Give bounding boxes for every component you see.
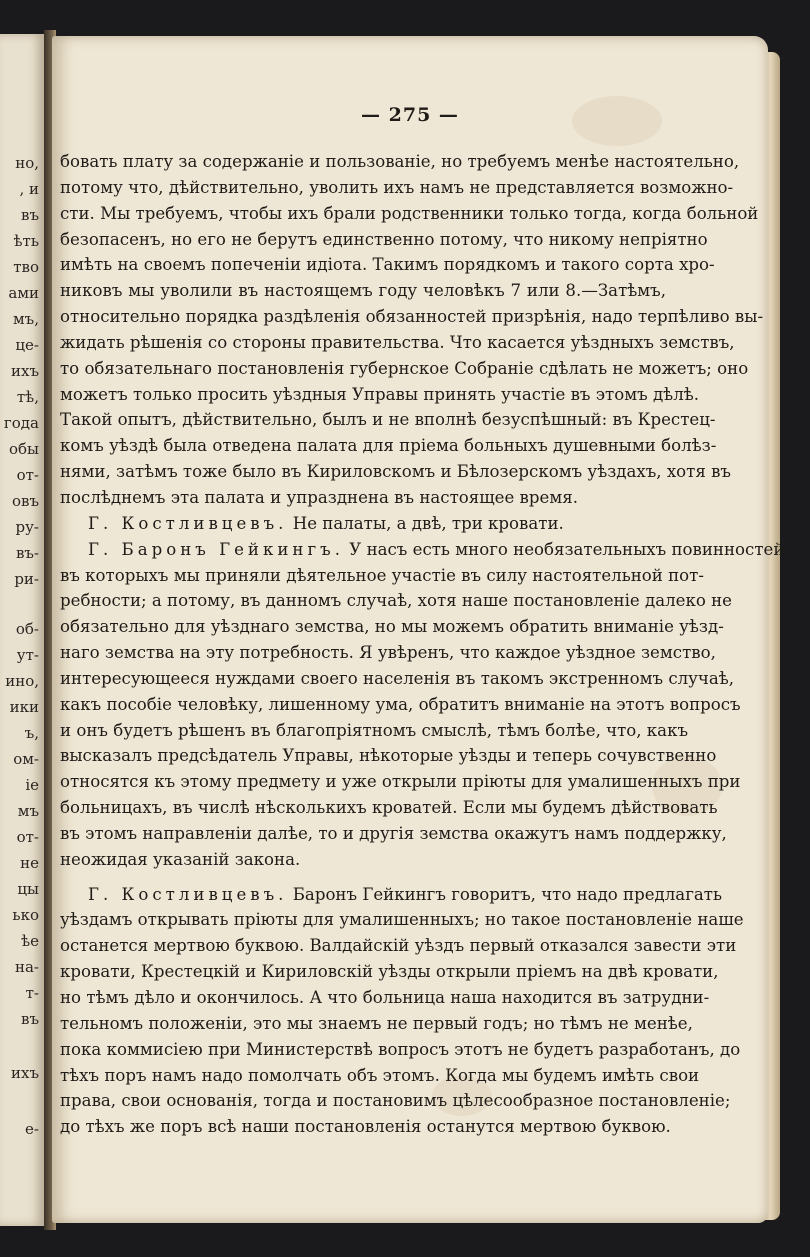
text-line: но тѣмъ дѣло и окончилось. А что больница наша находится въ затрудни- (60, 988, 710, 1007)
left-fragment: ихъ (10, 362, 39, 380)
left-fragment: въ (21, 1010, 39, 1028)
text-line: послѣднемъ эта палата и упразднена въ настоящее время. (60, 487, 578, 507)
speech-text: Не палаты, а двѣ, три кровати. (292, 513, 564, 533)
left-fragment: ами (8, 284, 39, 302)
left-fragment: ько (12, 906, 39, 924)
left-fragment: тво (13, 258, 39, 276)
text-line: нями, затѣмъ тоже было въ Кириловскомъ и Бѣлозерскомъ уѣздахъ, хотя въ (60, 462, 731, 482)
text-line: въ которыхъ мы приняли дѣятельное участіе въ силу настоятельной пот- (60, 565, 704, 585)
text-line: комъ уѣздѣ была отведена палата для пріема больныхъ душевными болѣз- (60, 436, 717, 456)
left-fragment: ъ, (24, 724, 39, 742)
text-line: тѣхъ поръ намъ надо помолчать объ этомъ. Когда мы будемъ имѣть свои (60, 1065, 700, 1085)
text-line: относительно порядка раздѣленія обязанностей призрѣнія, надо терпѣливо вы- (60, 307, 764, 327)
text-line: никовъ мы уволили въ настоящемъ году человѣкъ 7 или 8.—Затѣмъ, (60, 281, 666, 301)
left-fragment: ри- (14, 570, 39, 588)
left-fragment: года (3, 414, 39, 432)
left-fragment: мъ (17, 802, 39, 820)
left-fragment: ѣе (21, 932, 39, 950)
speaker-name: Г. Костливцевъ. (88, 884, 288, 904)
text-line: жидать рѣшенія со стороны правительства. Что касается уѣздныхъ земствъ, (60, 332, 735, 352)
speech-line (60, 882, 723, 908)
speech-text: Баронъ Гейкингъ говоритъ, что надо предлагать (292, 884, 723, 904)
left-fragment: от- (16, 466, 39, 484)
left-fragment: ино, (5, 672, 39, 690)
text-line: до тѣхъ же поръ всѣ наши постановленія останутся мертвою буквою. (60, 1117, 671, 1137)
left-fragment: обы (9, 440, 39, 458)
left-fragment: не (20, 854, 39, 872)
speech-line (60, 537, 790, 563)
page-number: — 275 — (361, 104, 459, 126)
left-fragment: тѣ, (16, 388, 39, 406)
left-fragment: ом- (13, 750, 39, 768)
text-line: можетъ только просить уѣздныя Управы принять участіе въ этомъ дѣлѣ. (60, 384, 700, 404)
left-fragment: овъ (11, 492, 39, 510)
speech-line (60, 511, 666, 537)
left-fragment: мъ, (13, 310, 39, 328)
book-page (52, 36, 790, 1223)
page-body (60, 149, 790, 1140)
text-line: Такой опытъ, дѣйствительно, былъ и не вполнѣ безуспѣшный: въ Крестец- (60, 410, 716, 430)
speaker-name: Г. Баронъ Гейкингъ. (88, 539, 345, 559)
text-line: уѣздамъ открывать пріюты для умалишенныхъ; но такое постановленіе наше (60, 910, 744, 930)
text-line: какъ пособіе человѣку, лишенному ума, обратитъ вниманіе на этотъ вопросъ (60, 694, 741, 714)
speaker-name: Г. Костливцевъ. (88, 513, 288, 533)
text-line: тельномъ положеніи, это мы знаемъ не первый годъ; но тѣмъ не менѣе, (60, 1013, 693, 1033)
text-line: бовать плату за содержаніе и пользованіе, но требуемъ менѣе настоятельно, (60, 152, 740, 171)
text-line: то обязательнаго постановленія губернское Собраніе сдѣлать не можетъ; оно (60, 358, 749, 378)
left-fragment: ихъ (10, 1064, 39, 1082)
text-line: безопасенъ, но его не берутъ единственно потому, что никому непріятно (60, 229, 708, 249)
text-line: потому что, дѣйствительно, уволить ихъ намъ не представляется возможно- (60, 177, 734, 197)
left-fragment: от- (16, 828, 39, 846)
left-fragment: ѣть (13, 232, 39, 250)
left-fragment: цы (17, 880, 39, 898)
text-line: останется мертвою буквою. Валдайскій уѣздъ первый отказался завести эти (60, 936, 737, 956)
text-line: права, свои основанія, тогда и постановимъ цѣлесообразное постановленіе; (60, 1091, 731, 1111)
left-fragment: т- (25, 984, 39, 1002)
left-fragment: въ (21, 206, 39, 224)
text-line: высказалъ предсѣдатель Управы, нѣкоторые уѣзды и теперь сочувственно (60, 746, 717, 766)
left-fragment: е- (25, 1120, 39, 1138)
speech-text: У насъ есть много необязательныхъ повинностей, (349, 539, 790, 559)
left-fragment: ут- (16, 646, 39, 664)
left-fragment: въ- (15, 544, 39, 562)
text-line: сти. Мы требуемъ, чтобы ихъ брали родственники только тогда, когда больной (60, 203, 759, 223)
text-line: относятся къ этому предмету и уже открыли пріюты для умалишенныхъ при (60, 772, 741, 792)
text-line: интересующееся нуждами своего населенія въ такомъ экстренномъ случаѣ, (60, 668, 735, 688)
text-line: больницахъ, въ числѣ нѣсколькихъ кроватей. Если мы будемъ дѣйствовать (60, 798, 718, 818)
left-fragment: , и (19, 180, 39, 198)
left-fragment: іе (25, 776, 39, 794)
previous-page-edge (0, 34, 46, 1226)
left-fragment: но, (15, 154, 39, 172)
text-line: въ этомъ направленіи далѣе, то и другія земства окажутъ намъ поддержку, (60, 823, 727, 843)
left-fragment: ики (9, 698, 39, 716)
text-line: имѣть на своемъ попеченіи идіота. Такимъ порядкомъ и такого сорта хро- (60, 255, 715, 275)
text-line: пока коммисіею при Министерствѣ вопросъ этотъ не будетъ разработанъ, до (60, 1039, 741, 1059)
text-line: ребности; а потому, въ данномъ случаѣ, хотя наше постановленіе далеко не (60, 591, 733, 611)
text-line: обязательно для уѣзднаго земства, но мы можемъ обратить вниманіе уѣзд- (60, 617, 724, 637)
text-line: кровати, Крестецкій и Кириловскій уѣзды открыли пріемъ на двѣ кровати, (60, 962, 719, 982)
left-fragment: об- (15, 620, 39, 638)
text-line: неожидая указаній закона. (60, 849, 301, 869)
left-fragment: на- (14, 958, 39, 976)
text-line: наго земства на эту потребность. Я увѣренъ, что каждое уѣздное земство, (60, 643, 716, 663)
left-fragment: це- (15, 336, 39, 354)
text-line: и онъ будетъ рѣшенъ въ благопріятномъ смыслѣ, тѣмъ болѣе, что, какъ (60, 720, 689, 740)
left-fragment: ру- (15, 518, 39, 536)
